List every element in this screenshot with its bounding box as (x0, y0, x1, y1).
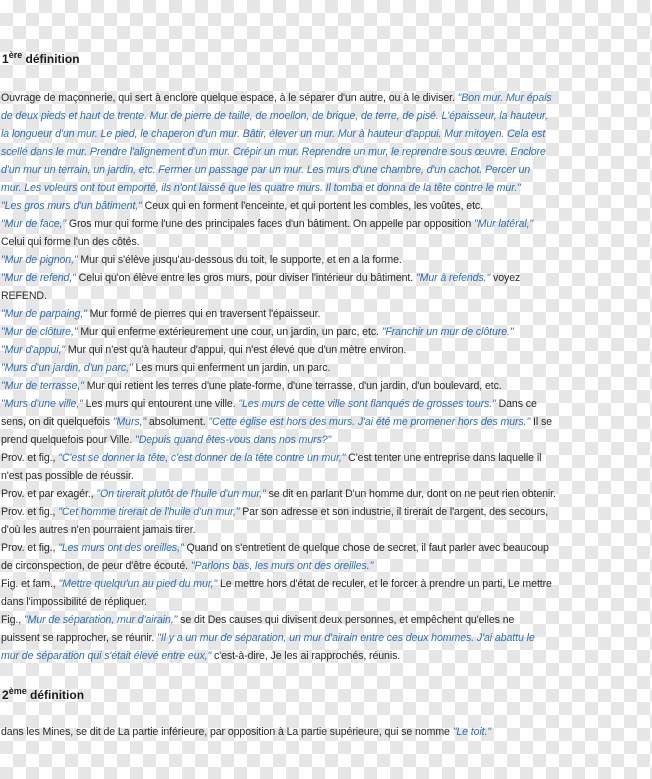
definition-text: dans les Mines, se dit de La partie inférieure, par opposition à La partie supérieure, qui se nomme (1, 726, 453, 738)
definition-text: Prov. et fig., (1, 506, 59, 518)
definition-text: REFEND. (1, 290, 47, 302)
definition-1-heading (2, 50, 80, 66)
text-line (1, 234, 652, 250)
example-text: "Depuis quand êtes-vous dans nos murs?" (135, 434, 332, 446)
definition-label: définition (25, 52, 80, 66)
definition-text: se dit en parlant D'un homme dur, dont on ne peut rien obtenir. (265, 488, 556, 500)
example-text: "Murs d'une ville," (1, 398, 83, 410)
text-line (1, 270, 652, 286)
text-line (1, 252, 652, 268)
text-line (1, 576, 652, 592)
example-text: "Le toit." (452, 726, 492, 738)
definition-text: Quand on s'entretient de quelque chose de secret, il faut parler avec beaucoup (183, 542, 549, 554)
definition-2-heading (2, 686, 84, 702)
example-text: "Les murs ont des oreilles," (58, 542, 184, 554)
text-line (1, 378, 652, 394)
definition-text: n'est pas possible de réussir. (1, 470, 134, 482)
example-text: "Cette église est hors des murs. J'ai été me promener hors des murs." (208, 416, 531, 428)
example-text: "Mur d'appui," (1, 344, 66, 356)
example-text: "Mur de face," (1, 218, 67, 230)
definition-text: Le mettre hors d'état de reculer, et le forcer à prendre un parti, Le mettre (217, 578, 552, 590)
definition-text: Les murs qui enferment un jardin, un parc. (132, 362, 331, 374)
example-text: "Les gros murs d'un bâtiment," (1, 200, 142, 212)
text-line (1, 724, 652, 740)
text-line (1, 180, 652, 196)
example-text: "Cet homme tirerait de l'huile d'un mur," (58, 506, 240, 518)
definition-text: d'où les autres n'en pourraient jamais tirer. (1, 524, 196, 536)
example-text: "Mettre quelqu'un au pied du mur," (58, 578, 218, 590)
definition-text: Prov. et fig., (1, 452, 59, 464)
text-line (1, 396, 652, 412)
text-line (1, 504, 652, 520)
definition-text: Mur qui retient les terres d'une plate-forme, d'une terrasse, d'un jardin, d'un boulevard, etc. (83, 380, 502, 392)
example-text: d'un mur un terrain, un jardin, etc. Fermer un passage par un mur. Les murs d'une chambre, d'un cachot. Percer un (1, 164, 531, 176)
text-line (1, 306, 652, 322)
definition-text: Il se (530, 416, 552, 428)
definition-text: Fig., (1, 614, 24, 626)
text-line (1, 540, 652, 556)
example-text: "C'est se donner la tête, c'est donner de la tête contre un mur," (58, 452, 346, 464)
definition-text: Mur formé de pierres qui en traversent l'épaisseur. (86, 308, 321, 320)
definition-text: Celui qui forme l'un des côtés. (1, 236, 140, 248)
text-line (1, 486, 652, 502)
text-line (1, 630, 652, 646)
example-text: "Bon mur. Mur épais (457, 92, 552, 104)
text-line (1, 648, 652, 664)
text-line (1, 522, 652, 538)
example-text: "Murs," (112, 416, 147, 428)
example-text: "Franchir un mur de clôture." (381, 326, 514, 338)
text-line (1, 558, 652, 574)
text-line (1, 432, 652, 448)
text-line (1, 468, 652, 484)
text-line (1, 450, 652, 466)
example-text: mur de séparation qui s'était élevé entre eux," (1, 650, 212, 662)
definition-text: Mur qui s'élève jusqu'au-dessous du toit, le supporte, et en a la forme. (77, 254, 402, 266)
text-line (1, 90, 652, 106)
example-text: "Mur de refend," (1, 272, 76, 284)
text-line (1, 108, 652, 124)
example-text: "Mur de pignon," (1, 254, 78, 266)
example-text: scellé dans le mur. Prendre l'alignement d'un mur. Crépir un mur. Reprendre un mur, le reprendre sous œuvre. Enclore (1, 146, 546, 158)
definition-text: Mur qui n'est qu'à hauteur d'appui, qui n'est élevé que d'un mètre environ. (65, 344, 407, 356)
definition-ordinal-suffix: ème (8, 686, 27, 696)
definition-label: définition (30, 688, 85, 702)
definition-text: Prov. et fig., (1, 542, 59, 554)
example-text: "Mur à refends." (415, 272, 491, 284)
text-line (1, 594, 652, 610)
example-text: "Les murs de cette ville sont flanqués de grosses tours." (238, 398, 496, 410)
definition-text: C'est tenter une entreprise dans laquelle il (345, 452, 542, 464)
definition-text: de circonspection, de peur d'être écouté. (1, 560, 191, 572)
example-text: "Murs d'un jardin, d'un parc," (1, 362, 133, 374)
text-line (1, 144, 652, 160)
definition-text: dans l'impossibilité de répliquer. (1, 596, 147, 608)
text-line (1, 612, 652, 628)
definition-number: 2 (2, 688, 9, 702)
example-text: "Il y a un mur de séparation, un mur d'airain entre ces deux hommes. J'ai abattu le (157, 632, 535, 644)
definition-text: Fig. et fam., (1, 578, 59, 590)
example-text: "Mur de parpaing," (1, 308, 87, 320)
definition-text: Celui qu'on élève entre les gros murs, pour diviser l'intérieur du bâtiment. (75, 272, 416, 284)
text-line (1, 324, 652, 340)
example-text: "Mur latéral," (473, 218, 534, 230)
definition-ordinal-suffix: ère (8, 50, 23, 60)
definition-text: absolument. (146, 416, 209, 428)
definition-text: se dit Des causes qui divisent deux personnes, et empêchent qu'elles ne (177, 614, 515, 626)
text-line (1, 360, 652, 376)
definition-text: Par son adresse et son industrie, il tirerait de l'argent, des secours, (239, 506, 549, 518)
definition-text: Prov. et par exagér., (1, 488, 97, 500)
example-text: "Mur de clôture," (1, 326, 78, 338)
definition-text: puissent se rapprocher, se réunir. (1, 632, 158, 644)
text-line (1, 216, 652, 232)
example-text: la longueur d'un mur. Le pied, le chaperon d'un mur. Bâtir, élever un mur. Mur à hauteur d'appui. Mur mitoyen. Cela est (1, 128, 546, 140)
definition-text: Les murs qui entourent une ville. (82, 398, 239, 410)
text-line (1, 198, 652, 214)
example-text: mur. Les voleurs ont tout emporté, ils n'ont laissé que les quatre murs. Il tomba et donna de la tête contre le mur." (1, 182, 521, 194)
definition-text: voyez (490, 272, 521, 284)
definition-text: sens, on dit quelquefois (1, 416, 113, 428)
definition-text: Ouvrage de maçonnerie, qui sert à enclore quelque espace, à le séparer d'un autre, ou à le diviser. (1, 92, 458, 104)
definition-text: Ceux qui en forment l'enceinte, et qui portent les combles, les voûtes, etc. (141, 200, 483, 212)
text-line (1, 162, 652, 178)
definition-text: Dans ce (495, 398, 537, 410)
text-line (1, 126, 652, 142)
example-text: "Parlons bas, les murs ont des oreilles." (190, 560, 374, 572)
definition-text: Gros mur qui forme l'une des principales faces d'un bâtiment. On appelle par opposition (66, 218, 474, 230)
example-text: "On tirerait plutôt de l'huile d'un mur," (96, 488, 266, 500)
text-line (1, 342, 652, 358)
example-text: "Mur de séparation, mur d'airain," (23, 614, 178, 626)
definition-number: 1 (2, 52, 9, 66)
example-text: "Mur de terrasse," (1, 380, 84, 392)
definition-text: prend quelquefois pour Ville. (1, 434, 136, 446)
text-line (1, 414, 652, 430)
definition-text: c'est-à-dire, Je les ai rapprochés, réunis. (211, 650, 401, 662)
definition-text: Mur qui enferme extérieurement une cour, un jardin, un parc, etc. (77, 326, 382, 338)
text-line (1, 288, 652, 304)
example-text: de deux pieds et haut de trente. Mur de pierre de taille, de moellon, de brique, de terre, de pisé. L'épaisseur, la hauteur, (1, 110, 548, 122)
